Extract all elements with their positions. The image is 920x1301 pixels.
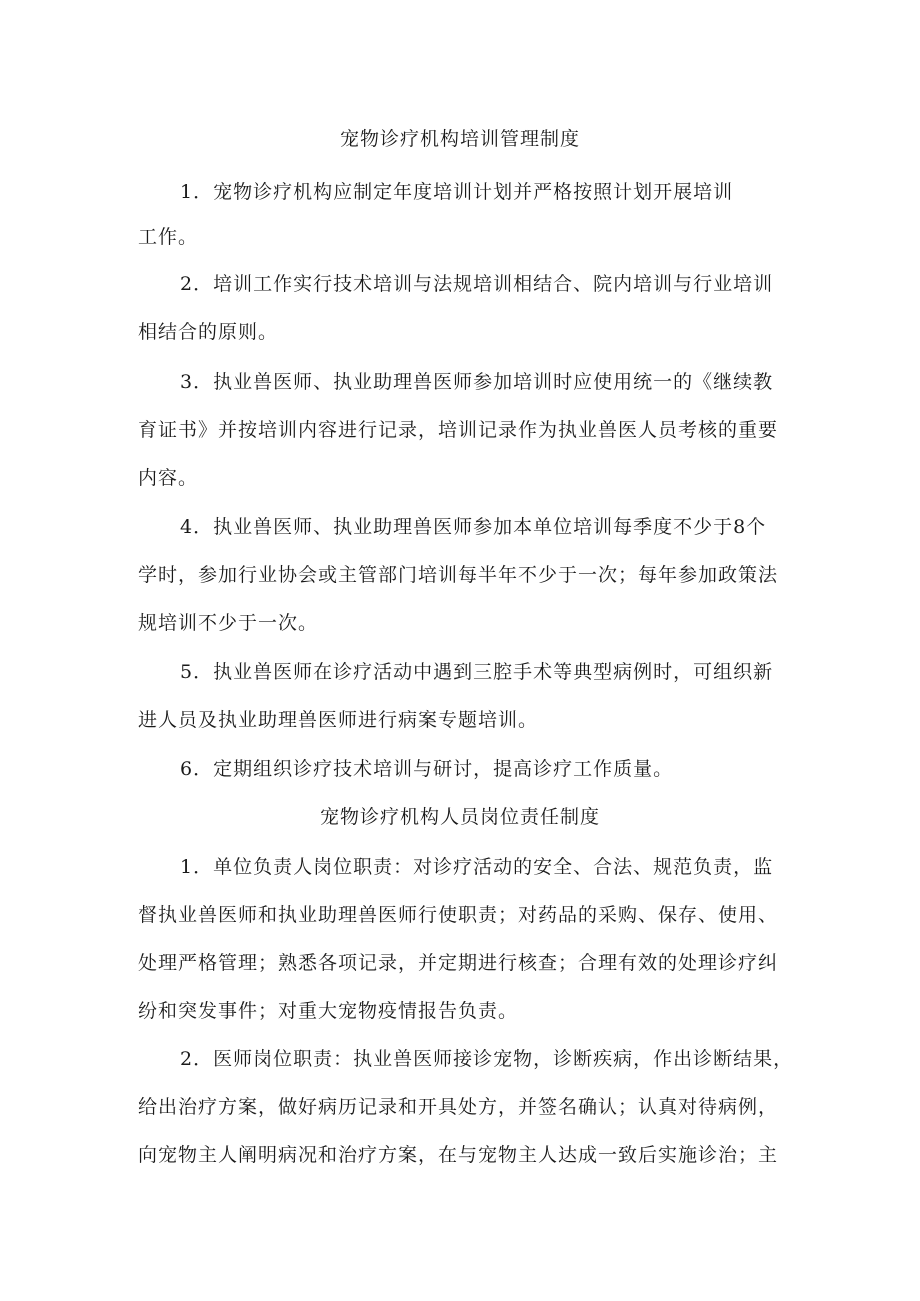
paragraph-line: 1．宠物诊疗机构应制定年度培训计划并严格按照计划开展培训: [180, 181, 734, 203]
paragraph-line: 育证书》并按培训内容进行记录，培训记录作为执业兽医人员考核的重要: [138, 419, 779, 441]
paragraph-line: 2．医师岗位职责：执业兽医师接诊宠物，诊断疾病，作出诊断结果，: [180, 1048, 794, 1070]
section-title-duties: 宠物诊疗机构人员岗位责任制度: [319, 806, 600, 828]
paragraph-line: 内容。: [138, 467, 199, 489]
section-title-training: 宠物诊疗机构培训管理制度: [339, 128, 580, 150]
paragraph-line: 纷和突发事件；对重大宠物疫情报告负责。: [138, 1000, 519, 1022]
paragraph-line: 相结合的原则。: [138, 321, 279, 343]
paragraph-line: 工作。: [138, 226, 199, 248]
paragraph-line: 进人员及执业助理兽医师进行病案专题培训。: [138, 709, 539, 731]
paragraph-line: 处理严格管理；熟悉各项记录，并定期进行核查；合理有效的处理诊疗纠: [138, 952, 779, 974]
paragraph-line: 4．执业兽医师、执业助理兽医师参加本单位培训每季度不少于8个: [180, 516, 767, 538]
paragraph-line: 6．定期组织诊疗技术培训与研讨，提高诊疗工作质量。: [180, 758, 674, 780]
paragraph-line: 学时，参加行业协会或主管部门培训每半年不少于一次；每年参加政策法: [138, 564, 779, 586]
paragraph-line: 督执业兽医师和执业助理兽医师行使职责；对药品的采购、保存、使用、: [138, 904, 779, 926]
paragraph-line: 1．单位负责人岗位职责：对诊疗活动的安全、合法、规范负责，监: [180, 856, 774, 878]
paragraph-line: 向宠物主人阐明病况和治疗方案，在与宠物主人达成一致后实施诊治；主: [138, 1144, 779, 1166]
paragraph-line: 3．执业兽医师、执业助理兽医师参加培训时应使用统一的《继续教: [180, 371, 774, 393]
paragraph-line: 规培训不少于一次。: [138, 612, 319, 634]
paragraph-line: 给出治疗方案，做好病历记录和开具处方，并签名确认；认真对待病例，: [138, 1096, 779, 1118]
paragraph-line: 5．执业兽医师在诊疗活动中遇到三腔手术等典型病例时，可组织新: [180, 661, 774, 683]
paragraph-line: 2．培训工作实行技术培训与法规培训相结合、院内培训与行业培训: [180, 273, 774, 295]
